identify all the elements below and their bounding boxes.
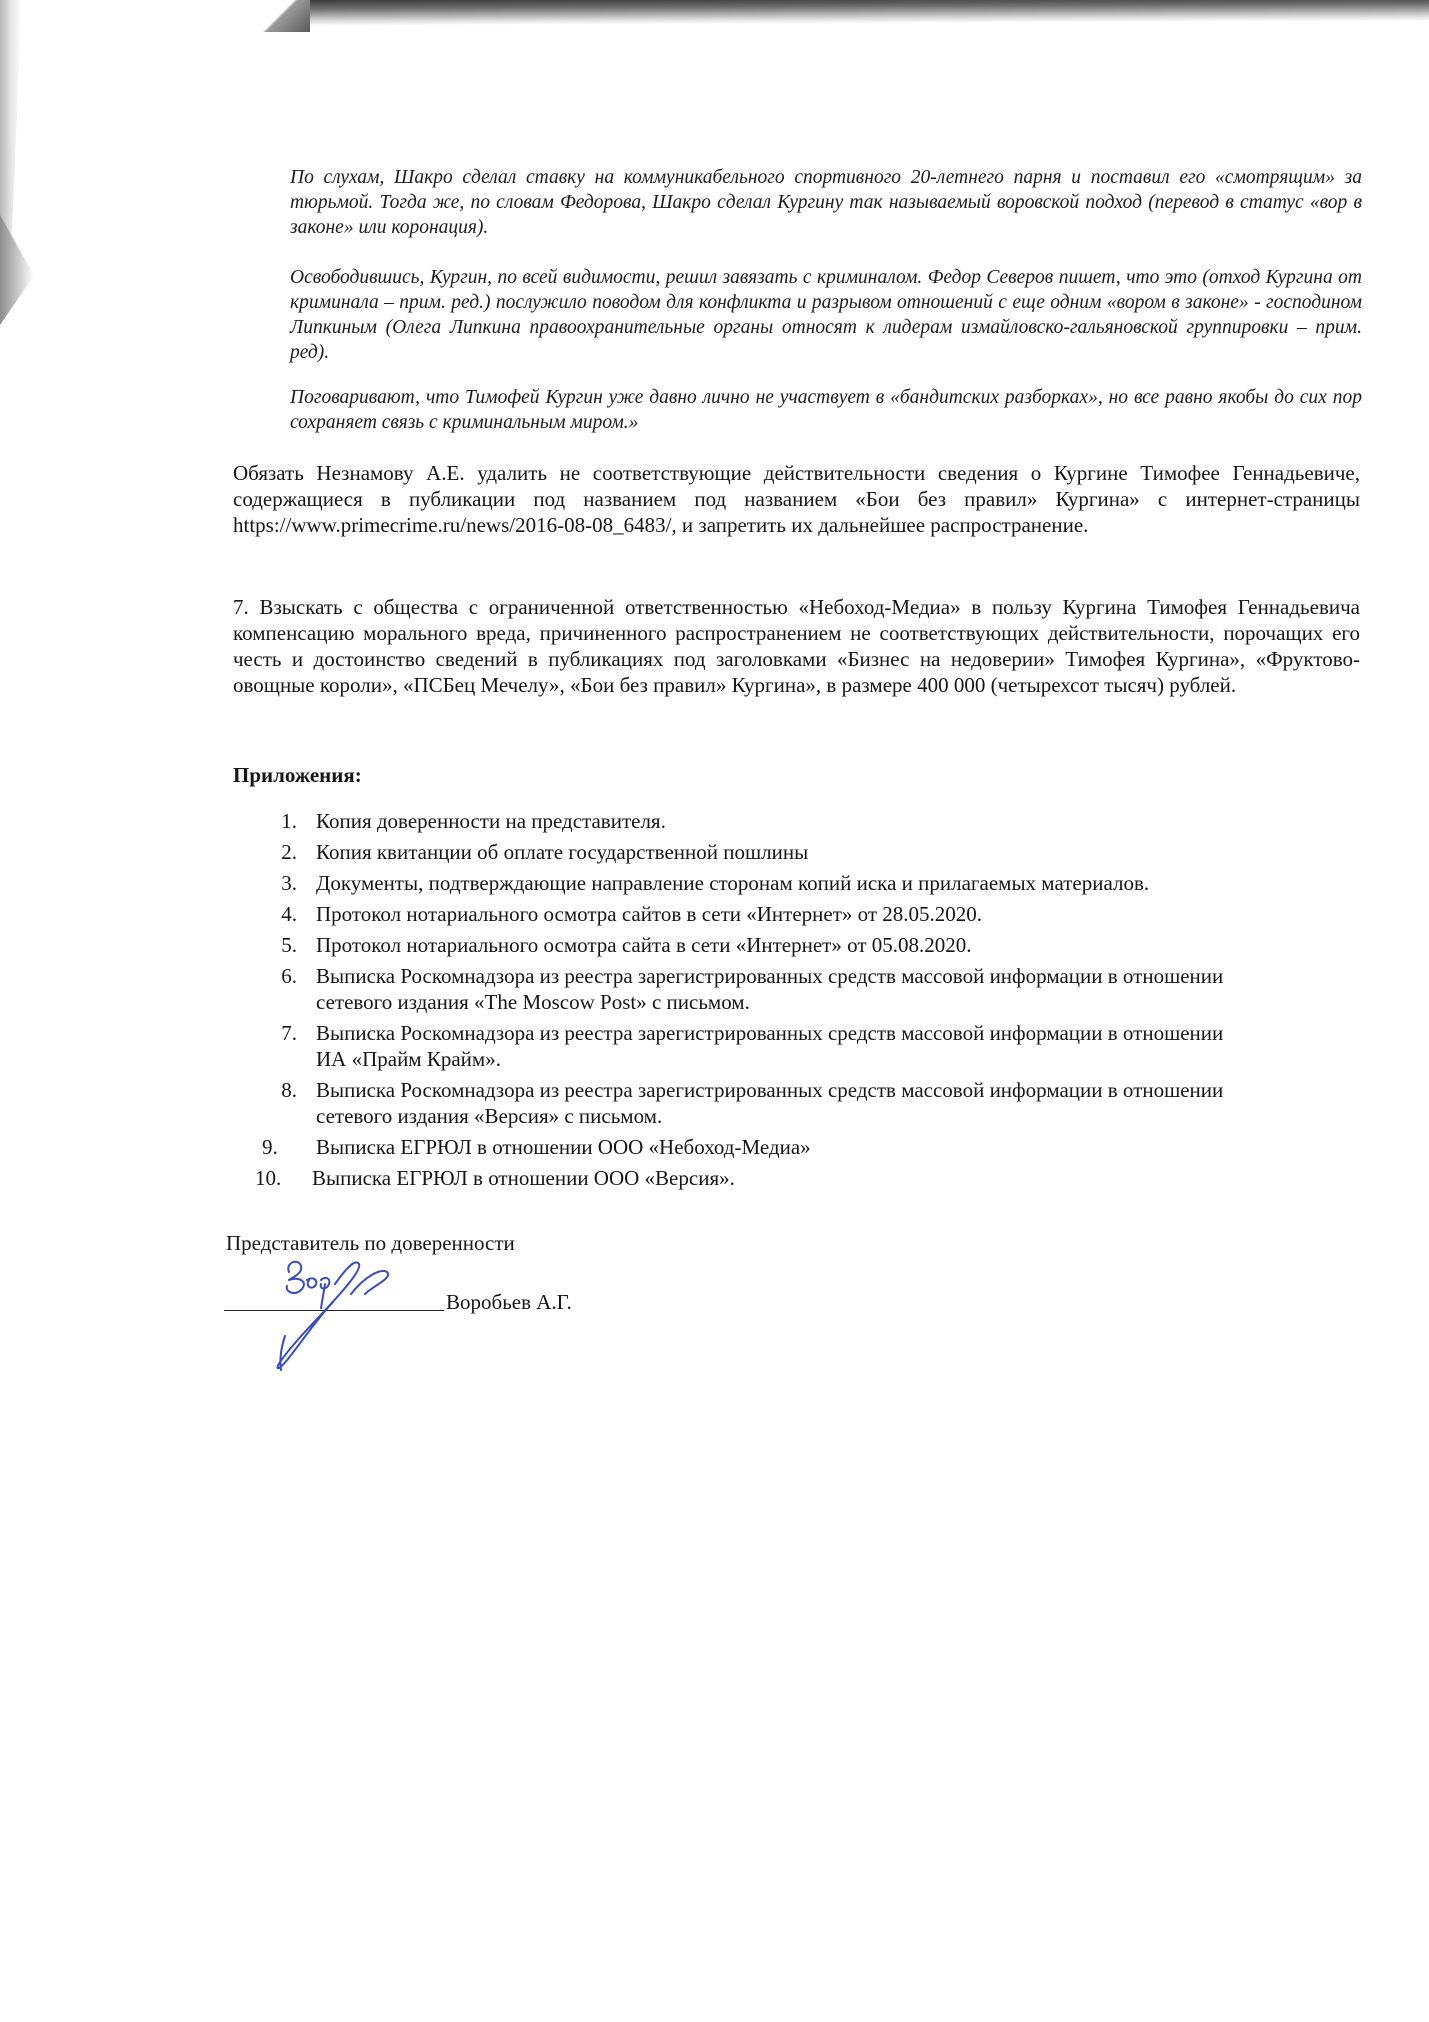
list-item-number: 9. <box>262 1135 278 1159</box>
list-item <box>262 1020 1262 1072</box>
list-item-number: 1. <box>281 809 297 833</box>
list-item-number: 4. <box>281 902 297 926</box>
list-item-number: 5. <box>281 933 297 957</box>
list-item-text: Выписка Роскомнадзора из реестра зарегистрированных средств массовой информации в отношении ИА «Прайм Крайм». <box>316 1021 1224 1071</box>
quote-paragraph: Освободившись, Кургин, по всей видимости, решил завязать с криминалом. Федор Северов пишет, что это (отход Кургина от криминала – прим. ред.) послужило поводом для конфликта и разрывом отношений с еще одним «вором в законе» - господином Липкиным (Олега Липкина правоохранительные органы относят к лидерам измайловско-гальяновской группировки – прим. ред). <box>290 267 1362 363</box>
list-item-text: Протокол нотариального осмотра сайта в сети «Интернет» от 05.08.2020. <box>316 933 972 957</box>
list-item <box>262 1077 1262 1129</box>
claim-paragraph-7: 7. Взыскать с общества с ограниченной ответственностью «Небоход-Медиа» в пользу Кургина Тимофея Геннадьевича компенсацию морального вреда, причиненного распространением не соответствующих действительности, порочащих его честь и достоинство сведений в публикациях под заголовками «Бизнес на недоверии» Тимофея Кургина», «Фруктово-овощные короли», «ПСБец Мечелу», «Бои без правил» Кургина», в размере 400 000 (четырехсот тысяч) рублей. <box>233 595 1360 697</box>
attachments-heading: Приложения: <box>233 763 362 787</box>
signature-strokes <box>277 1262 388 1370</box>
scan-edge-left-tab <box>0 215 34 325</box>
quote-paragraph: Поговаривают, что Тимофей Кургин уже давно лично не участвует в «бандитских разборках», но все равно якобы до сих пор сохраняет связь с криминальным миром.» <box>290 387 1362 433</box>
list-item <box>262 901 1262 927</box>
list-item-text: Копия квитанции об оплате государственной пошлины <box>316 840 809 864</box>
list-item-text: Выписка ЕГРЮЛ в отношении ООО «Небоход-Медиа» <box>316 1135 811 1159</box>
list-item <box>262 808 1262 834</box>
list-item-number: 6. <box>281 964 297 988</box>
scan-edge-top <box>250 0 1429 26</box>
list-item <box>262 932 1262 958</box>
list-item-text: Выписка Роскомнадзора из реестра зарегистрированных средств массовой информации в отношении сетевого издания «The Moscow Post» с письмом. <box>316 964 1224 1014</box>
scan-edge-fold <box>250 0 310 32</box>
signatory-name: Воробьев А.Г. <box>446 1290 572 1314</box>
list-item-number: 2. <box>281 840 297 864</box>
attachments-list <box>255 808 1262 1196</box>
list-item-number: 7. <box>281 1021 297 1045</box>
oblige-paragraph: Обязать Незнамову А.Е. удалить не соответствующие действительности сведения о Кургине Тимофее Геннадьевиче, содержащиеся в публикации под названием под названием «Бои без правил» Кургина» с интернет-страницы https://www.primecrime.ru/news/2016-08-08_6483/, и запретить их дальнейшее распространение. <box>233 461 1360 537</box>
list-item-number: 8. <box>281 1078 297 1102</box>
list-item-text: Копия доверенности на представителя. <box>316 809 666 833</box>
list-item-text: Документы, подтверждающие направление сторонам копий иска и прилагаемых материалов. <box>316 871 1150 895</box>
list-item-number: 10. <box>255 1166 282 1190</box>
list-item-number: 3. <box>281 871 297 895</box>
representative-label: Представитель по доверенности <box>226 1231 515 1255</box>
list-item <box>262 870 1262 896</box>
list-item-text: Выписка Роскомнадзора из реестра зарегистрированных средств массовой информации в отношении сетевого издания «Версия» с письмом. <box>316 1078 1224 1128</box>
quote-paragraph: По слухам, Шакро сделал ставку на коммуникабельного спортивного 20-летнего парня и поставил его «смотрящим» за тюрьмой. Тогда же, по словам Федорова, Шакро сделал Кургину так называемый воровской подход (перевод в статус «вор в законе» или коронация). <box>290 167 1362 238</box>
list-item-text: Выписка ЕГРЮЛ в отношении ООО «Версия». <box>312 1166 735 1190</box>
list-item <box>262 1134 1262 1160</box>
list-item <box>262 839 1262 865</box>
list-item-text: Протокол нотариального осмотра сайтов в сети «Интернет» от 28.05.2020. <box>316 902 983 926</box>
list-item <box>255 1165 1262 1191</box>
handwritten-signature <box>255 1250 425 1385</box>
list-item <box>262 963 1262 1015</box>
